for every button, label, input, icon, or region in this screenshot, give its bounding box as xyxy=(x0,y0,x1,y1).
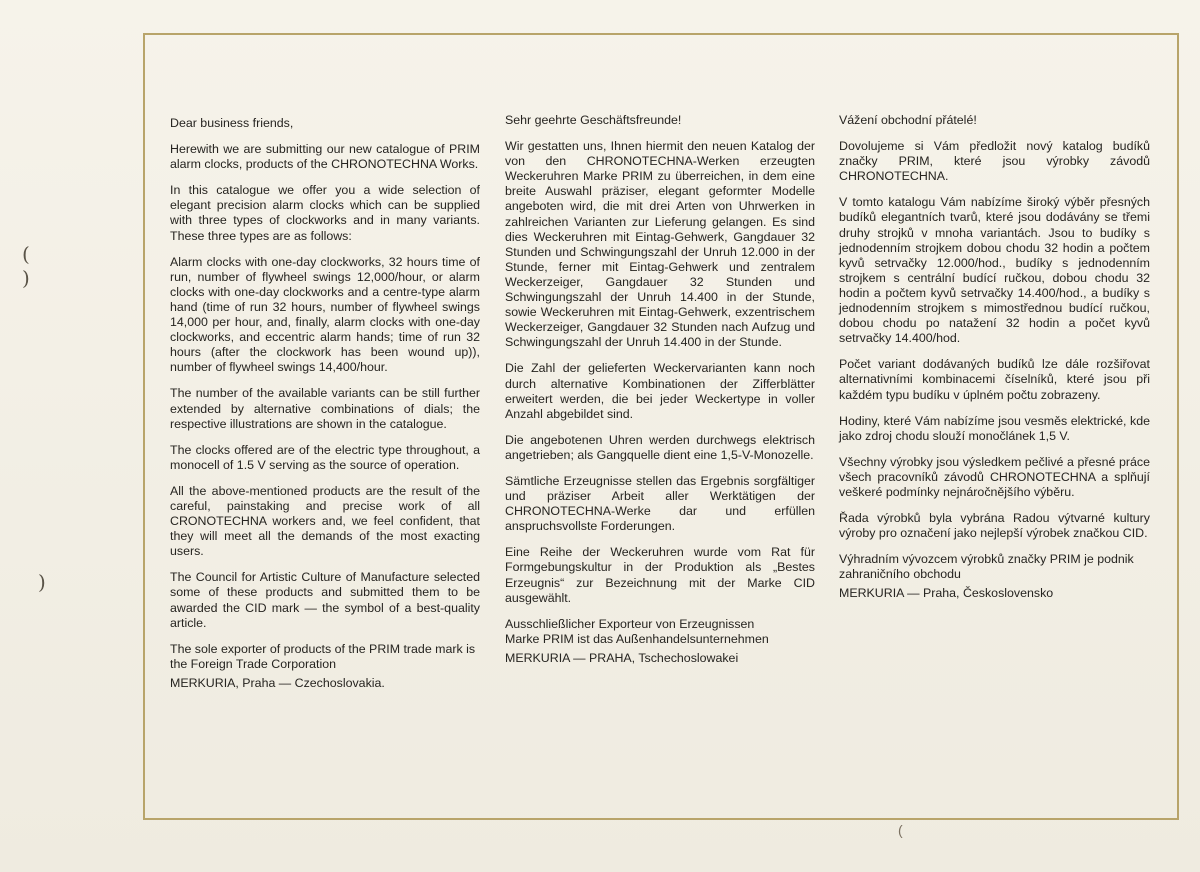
english-paragraph: Alarm clocks with one-day clockworks, 32 hours time of run, number of flywheel swings 12,000/hour, or alarm clocks with one-day clockworks and a centre-type alarm hand (time of run 32 hours, number of flywheel swings 14,000 per hour, and, finally, alarm clocks with one-day clockworks, and eccentric alarm hands; time of run 32 hours (after the clockwork has been wound up)), number of flywheel swings 14,400/hour. xyxy=(170,254,480,375)
czech-greeting: Vážení obchodní přátelé! xyxy=(839,113,977,127)
english-letter-column xyxy=(170,116,480,702)
german-paragraph: Wir gestatten uns, Ihnen hiermit den neuen Katalog der von den CHRONOTECHNA-Werken erzeugten Weckeruhren Marke PRIM zu überreichen, in dem eine breite Auswahl präziser, elegant geformter Modelle angeboten wird, die mit drei Arten von Uhrwerken in zahlreichen Varianten zur Lieferung gelangen. Es sind dies Weckeruhren mit Eintag-Gehwerk, Gangdauer 32 Stunden und Schwingungszahl der Unruh 12.000 in der Stunde, ferner mit Eintag-Gehwerk und zentralem Weckerzeiger, Gangdauer 32 Stunden und Schwingungszahl der Unruh 14.400 in der Stunde, sowie Weckeruhren mit Eintag-Gehwerk, exzentrischem Weckerzeiger, Gangdauer 32 Stunden nach Aufzug und Schwingungszahl der Unruh 14.400 in der Stunde. xyxy=(505,139,815,350)
english-paragraph: The number of the available variants can be still further extended by alternative combinations of dials; the respective illustrations are shown in the catalogue. xyxy=(170,386,480,431)
german-address: MERKURIA — PRAHA, Tschechoslowakei xyxy=(505,650,739,665)
german-exporter-line-2: Marke PRIM ist das Außenhandelsunternehmen xyxy=(505,631,769,646)
english-paragraph: In this catalogue we offer you a wide selection of elegant precision alarm clocks which can be supplied with three types of clockworks and in many variants. These three types are as follows: xyxy=(170,183,480,243)
czech-paragraph: Všechny výrobky jsou výsledkem pečlivé a přesné práce všech pracovníků závodů CHRONOTECHNA a splňují veškeré podmínky nejnáročnějšího výběru. xyxy=(839,454,1150,499)
english-exporter: The sole exporter of products of the PRIM trade mark is the Foreign Trade Corporation xyxy=(170,641,476,671)
binding-hole-mark-bottom: ) xyxy=(38,570,46,594)
english-paragraph: All the above-mentioned products are the result of the careful, painstaking and precise work of all CRONOTECHNA workers and, we feel confident, that they will meet all the demands of the most exacting users. xyxy=(170,483,480,559)
czech-paragraph: Hodiny, které Vám nabízíme jsou vesměs elektrické, kde jako zdroj chodu slouží monočlánek 1,5 V. xyxy=(839,413,1150,443)
german-greeting: Sehr geehrte Geschäftsfreunde! xyxy=(505,113,682,127)
czech-letter-column xyxy=(839,113,1150,613)
czech-paragraph: V tomto katalogu Vám nabízíme široký výběr přesných budíků elegantních tvarů, které jsou dodávány se třemi druhy strojků v mnoha variantách. Jsou to budíky s jednodenním strojkem dobou chodu 32 hodin a počtem kyvů setrvačky 12.000/hod., budíky s jednodenním strojkem s centrální budící ručkou, dobou chodu 32 hodin a počtem kyvů setrvačky 14.400/hod., a budíky s jednodenním strojkem s mimostřednou budící ručkou, dobou chodu po natažení 32 hodin a počet kyvů setrvačky 14.400/hod. xyxy=(839,195,1150,346)
english-greeting: Dear business friends, xyxy=(170,116,294,130)
czech-paragraph: Řada výrobků byla vybrána Radou výtvarné kultury výroby pro označení jako nejlepší výrobek značkou CID. xyxy=(839,511,1150,541)
english-paragraph: Herewith we are submitting our new catalogue of PRIM alarm clocks, products of the CHRONOTECHNA Works. xyxy=(170,142,480,172)
german-paragraph: Die Zahl der gelieferten Weckervarianten kann noch durch alternative Kombinationen der Zifferblätter erweitert werden, die bei jeder Weckertype in voller Anzahl abgebildet sind. xyxy=(505,361,815,421)
english-address: MERKURIA, Praha — Czechoslovakia. xyxy=(170,675,385,690)
german-exporter-line-1: Ausschließlicher Exporteur von Erzeugnissen xyxy=(505,616,755,631)
czech-address: MERKURIA — Praha, Československo xyxy=(839,586,1054,601)
german-letter-column xyxy=(505,113,815,677)
czech-paragraph: Dovolujeme si Vám předložit nový katalog budíků značky PRIM, které jsou výrobky závodů CHRONOTECHNA. xyxy=(839,139,1150,184)
corner-pencil-mark: ( xyxy=(898,822,903,838)
german-paragraph: Eine Reihe der Weckeruhren wurde vom Rat für Formgebungskultur in der Produktion als „Bestes Erzeugnis“ zur Bezeichnung mit der Marke CID ausgewählt. xyxy=(505,545,815,605)
english-paragraph: The Council for Artistic Culture of Manufacture selected some of these products and submitted them to be awarded the CID mark — the symbol of a best-quality article. xyxy=(170,570,480,630)
czech-exporter: Výhradním vývozcem výrobků značky PRIM je podnik zahraničního obchodu xyxy=(839,552,1134,582)
czech-paragraph: Počet variant dodávaných budíků lze dále rozšiřovat alternativními kombinacemi číselníků, které jsou při každém typu budíku v úplném počtu zobrazeny. xyxy=(839,357,1150,402)
german-paragraph: Sämtliche Erzeugnisse stellen das Ergebnis sorgfältiger und präziser Arbeit aller Werktätigen der CHRONOTECHNA-Werke dar und erfüllen anspruchsvollste Forderungen. xyxy=(505,473,815,534)
english-paragraph: The clocks offered are of the electric type throughout, a monocell of 1.5 V serving as the source of operation. xyxy=(170,442,480,472)
binding-hole-mark-top: ( ) xyxy=(22,242,36,290)
german-paragraph: Die angebotenen Uhren werden durchwegs elektrisch angetrieben; als Gangquelle dient eine 1,5-V-Monozelle. xyxy=(505,432,815,462)
